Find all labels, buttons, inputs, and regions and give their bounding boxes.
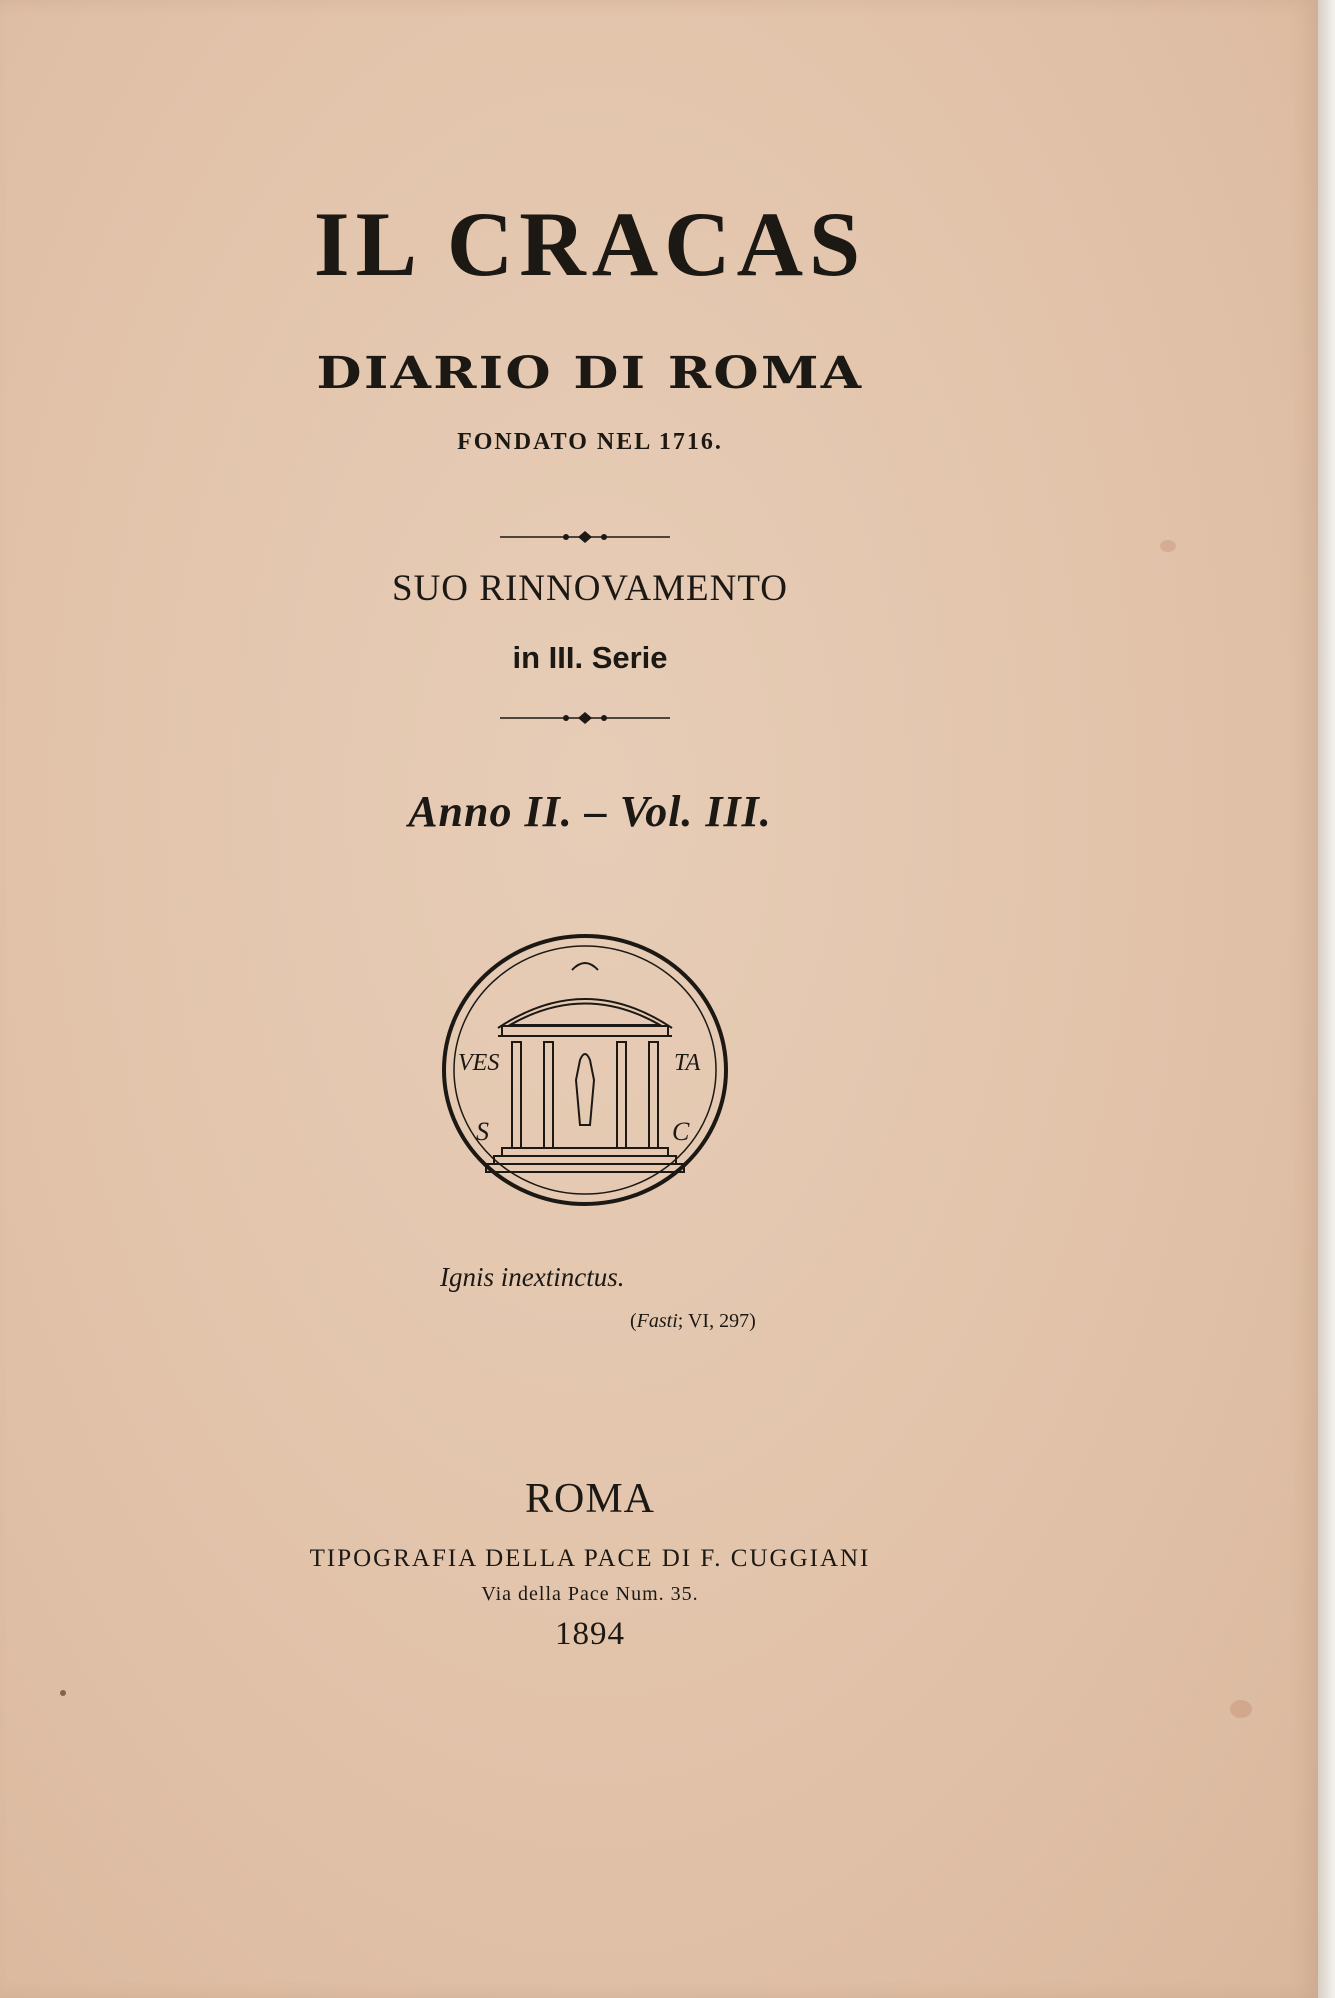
coin-legend-s: S: [476, 1117, 489, 1146]
imprint-year: 1894: [555, 1616, 625, 1652]
foxing-spot: [1160, 540, 1176, 552]
foxing-spot: [1230, 1700, 1252, 1718]
series-label: in III. Serie: [512, 640, 668, 675]
renewal-heading: SUO RINNOVAMENTO: [392, 568, 788, 609]
epigraph-motto: Ignis inextinctus.: [440, 1262, 625, 1292]
foxing-spot: [60, 1690, 66, 1696]
citation-source: Fasti: [636, 1310, 678, 1332]
page-edge: [1318, 0, 1335, 1998]
journal-subtitle: DIARIO DI ROMA: [316, 348, 864, 399]
coin-legend-c: C: [672, 1117, 690, 1146]
citation-reference: ; VI, 297: [677, 1310, 750, 1332]
coin-legend-ves: VES: [458, 1050, 500, 1076]
ornamental-divider: [500, 527, 670, 547]
imprint-city: ROMA: [524, 1476, 656, 1522]
imprint-address: Via della Pace Num. 35.: [481, 1583, 699, 1605]
journal-title: IL CRACAS: [313, 193, 867, 295]
epigraph-citation: (Fasti; VI, 297): [630, 1310, 756, 1332]
imprint-printer: TIPOGRAFIA DELLA PACE DI F. CUGGIANI: [309, 1545, 871, 1572]
vesta-temple-coin-emblem: [440, 930, 730, 1210]
ornamental-divider: [500, 708, 670, 728]
founding-note: FONDATO NEL 1716.: [457, 429, 723, 455]
coin-legend-ta: TA: [674, 1050, 701, 1076]
volume-label: Anno II. – Vol. III.: [408, 787, 772, 836]
